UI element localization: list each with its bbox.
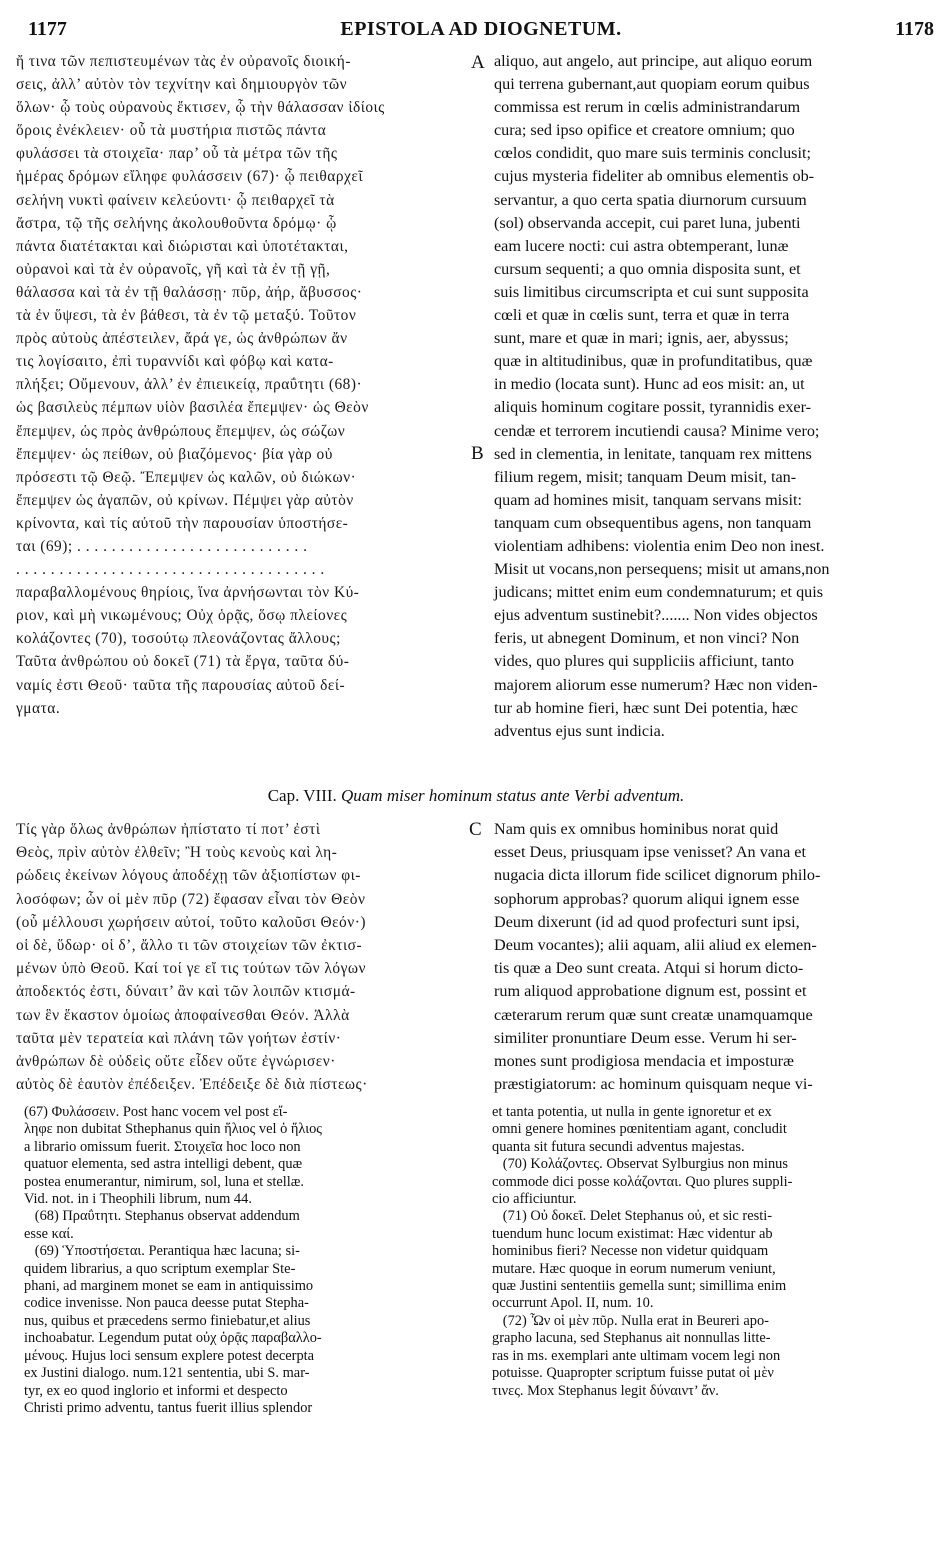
page-title: EPISTOLA AD DIOGNETUM. [340, 18, 622, 40]
margin-marker-b: B [471, 443, 484, 464]
footnotes-left: (67) Φυλάσσειν. Post hanc vocem vel post εἴ- ληφε non dubitat Sthephanus quin ἥλιος vel ὁ ἥλιος a librario omissum fuerit. Στοιχεῖα hoc loco non quatuor elementa, sed astra intelligi debent, quæ postea enumerantur, nimirum, sol, luna et stellæ. Vid. not. in i Theophili librum, num 44. (68) Πραΰτητι. Stephanus observat addendum esse καί. (69) Ὑποστήσεται. Perantiqua hæc lacuna; si- quidem librarius, a quo scriptum exemplar Ste- phani, ad marginem monet se eam in antiquissimo codice invenisse. Non pauca deesse putat Stepha- nus, quibus et præcedens sermo finiebatur,et alius inchoabatur. Legendum putat οὐχ ὁρᾷς παραβαλλο- μένους. Hujus loci sensum explere potest decerpta ex Justini dialogo. num.121 sententia, ubi S. mar- tyr, ex eo quod inglorio et informi et despecto Christi primo adventu, tantus fuerit illius splendor [24, 1104, 322, 1416]
chapter-title: Quam miser hominum status ante Verbi adventum. [341, 786, 685, 805]
margin-marker-c: C [469, 819, 482, 840]
page-number-left: 1177 [28, 18, 67, 40]
chapter-heading [0, 786, 952, 806]
page-number-right: 1178 [895, 18, 934, 40]
running-header [28, 18, 934, 42]
latin-text-column-1: aliquo, aut angelo, aut principe, aut aliquo eorum qui terrena gubernant,aut quopiam eorum quibus commissa est rerum in cœlis administrandarum cura; sed ipso opifice et creatore omnium; quo cœlos condidit, quo mare suis terminis conclusit; cujus mysteria fideliter ab omnibus elementis ob- servantur, a quo certa spatia diurnorum cursuum (sol) observanda accepit, cui paret luna, jubenti eam lucere nocti: cui astra obtemperant, lunæ cursum sequenti; a quo omnia disposita sunt, et suis limitibus circumscripta et cui sunt supposita cœli et quæ in cœlis sunt, terra et quæ in terra sunt, mare et quæ in mari; ignis, aer, abyssus; quæ in altitudinibus, quæ in profunditatibus, quæ in medio (locata sunt). Hunc ad eos misit: an, ut aliquis hominum cogitare possit, tyrannidis exer- cendæ et terrorem incutiendi causa? Minime vero; sed in clementia, in lenitate, tanquam rex mittens filium regem, misit; tanquam Deum misit, tan- quam ad homines misit, tanquam servans misit: tanquam cum obsequentibus agens, non tanquam violentiam adhibens: violentia enim Deo non inest. Misit ut vocans,non persequens; misit ut amans,non judicans; mittet enim eum condemnaturum; et quis ejus adventum sustinebit?....... Non vides objectos feris, ut abnegent Dominum, et non vinci? Non vides, quo plures qui suppliciis afficiunt, tanto majorem aliorum esse numerum? Hæc non viden- tur ab homine fieri, hæc sunt Dei potentia, hæc adventus ejus sunt indicia. [494, 52, 830, 740]
greek-text-column-2: Τίς γὰρ ὅλως ἀνθρώπων ἠπίστατο τί ποτ’ ἐστὶ Θεὸς, πρὶν αὐτὸν ἐλθεῖν; Ἢ τοὺς κενοὺς καὶ λη- ρώδεις ἐκείνων λόγους ἀποδέχῃ τῶν ἀξιοπίστων φι- λοσόφων; ὧν οἱ μὲν πῦρ (72) ἔφασαν εἶναι τὸν Θεὸν (οὗ μέλλουσι χωρήσειν αὐτοί, τοῦτο καλοῦσι Θεόν·) οἱ δὲ, ὕδωρ· οἱ δ’, ἄλλο τι τῶν στοιχείων τῶν ἐκτισ- μένων ὑπὸ Θεοῦ. Καί τοί γε εἴ τις τούτων τῶν λόγων ἀποδεκτός ἐστι, δύναιτ’ ἂν καὶ τῶν λοιπῶν κτισμά- των ἓν ἕκαστον ὁμοίως ἀποφαίνεσθαι Θεόν. Ἀλλὰ ταῦτα μὲν τερατεία καὶ πλάνη τῶν γοήτων ἐστίν· ἀνθρώπων δὲ οὐδεὶς οὔτε εἶδεν οὔτε ἐγνώρισεν· αὐτὸς δὲ ἑαυτὸν ἐπέδειξεν. Ἐπέδειξε δὲ διὰ πίστεως· [16, 821, 368, 1094]
latin-text-column-2: Nam quis ex omnibus hominibus norat quid esset Deus, priusquam ipse venisset? An vana et nugacia dicta illorum fide scilicet dignorum philo- sophorum approbas? quorum aliqui ignem esse Deum dixerunt (id ad quod profecturi sunt ipsi, Deum vocantes); alii aquam, alii aliud ex elemen- tis quæ a Deo sunt creata. Atqui si horum dicto- rum aliquod approbatione dignum est, possint et cæterarum rerum quæ sunt creatæ unamquamque similiter pronuntiare Deum esse. Verum hi ser- mones sunt prodigiosa mendacia et imposturæ præstigiatorum: ac hominum quisquam neque vi- [494, 820, 821, 1094]
chapter-label: Cap. VIII. [267, 786, 337, 805]
margin-marker-a: A [471, 52, 485, 73]
footnotes-right: et tanta potentia, ut nulla in gente ignoretur et ex omni genere homines pœnitentiam agant, concludit quanta sit futura secundi adventus majestas. (70) Κολάζοντες. Observat Sylburgius non minus commode dici posse κολάζονται. Quo plures suppli- cio afficiuntur. (71) Οὐ δοκεῖ. Delet Stephanus οὐ, et sic resti- tuendum hunc locum existimat: Hæc videntur ab hominibus fieri? Necesse non videtur quidquam mutare. Hæc quoque in eorum numerum veniunt, quæ Justini sententiis gemella sunt; simillima enim occurrunt Apol. II, num. 10. (72) Ὧν οἱ μὲν πῦρ. Nulla erat in Beureri apo- grapho lacuna, sed Stephanus ait nonnullas litte- ras in ms. exemplari ante ultimam vocem legi non potuisse. Quapropter scriptum fuisse putat οἱ μὲν τινες. Mox Stephanus legit δύναιντ’ ἄν. [492, 1104, 793, 1399]
greek-text-column-1: ἤ τινα τῶν πεπιστευμένων τὰς ἐν οὐρανοῖς διοική- σεις, ἀλλ’ αὐτὸν τὸν τεχνίτην καὶ δημιουργὸν τῶν ὅλων· ᾧ τοὺς οὐρανοὺς ἔκτισεν, ᾧ τὴν θάλασσαν ἰδίοις ὅροις ἐνέκλειεν· οὗ τὰ μυστήρια πιστῶς πάντα φυλάσσει τὰ στοιχεῖα· παρ’ οὗ τὰ μέτρα τῶν τῆς ἡμέρας δρόμων εἴληφε φυλάσσειν (67)· ᾧ πειθαρχεῖ σελήνη νυκτὶ φαίνειν κελεύοντι· ᾧ πειθαρχεῖ τὰ ἄστρα, τῷ τῆς σελήνης ἀκολουθοῦντα δρόμῳ· ᾧ πάντα διατέτακται καὶ διώρισται καὶ ὑποτέτακται, οὐρανοὶ καὶ τὰ ἐν οὐρανοῖς, γῆ καὶ τὰ ἐν τῇ γῇ, θάλασσα καὶ τὰ ἐν τῇ θαλάσσῃ· πῦρ, ἀήρ, ἄβυσσος· τὰ ἐν ὕψεσι, τὰ ἐν βάθεσι, τὰ ἐν τῷ μεταξύ. Τοῦτον πρὸς αὐτοὺς ἀπέστειλεν, ἄρά γε, ὡς ἀνθρώπων ἄν τις λογίσαιτο, ἐπὶ τυραννίδι καὶ φόβῳ καὶ κατα- πλήξει; Οὔμενουν, ἀλλ’ ἐν ἐπιεικείᾳ, πραΰτητι (68)· ὡς βασιλεὺς πέμπων υἱὸν βασιλέα ἔπεμψεν· ὡς Θεὸν ἔπεμψεν, ὡς πρὸς ἀνθρώπους ἔπεμψεν, ὡς σώζων ἔπεμψεν· ὡς πείθων, οὐ βιαζόμενος· βία γὰρ οὐ πρόσεστι τῷ Θεῷ. Ἔπεμψεν ὡς καλῶν, οὐ διώκων· ἔπεμψεν ὡς ἀγαπῶν, οὐ κρίνων. Πέμψει γὰρ αὐτὸν κρίνοντα, καὶ τίς αὐτοῦ τὴν παρουσίαν ὑποστήσε- ται (69); . . . . . . . . . . . . . . . . . . . . . . . . . . . . . . . . . . . . . . . . . . . . . . . . . . . . . . . . . . . . . . . παραβαλλομένους θηρίοις, ἵνα ἀρνήσωνται τὸν Κύ- ριον, καὶ μὴ νικωμένους; Οὐχ ὁρᾷς, ὅσῳ πλείονες κολάζοντες (70), τοσούτῳ πλεονάζοντας ἄλλους; Ταῦτα ἀνθρώπου οὐ δοκεῖ (71) τὰ ἔργα, ταῦτα δύ- ναμίς ἐστι Θεοῦ· ταῦτα τῆς παρουσίας αὐτοῦ δεί- γματα. [16, 53, 385, 717]
